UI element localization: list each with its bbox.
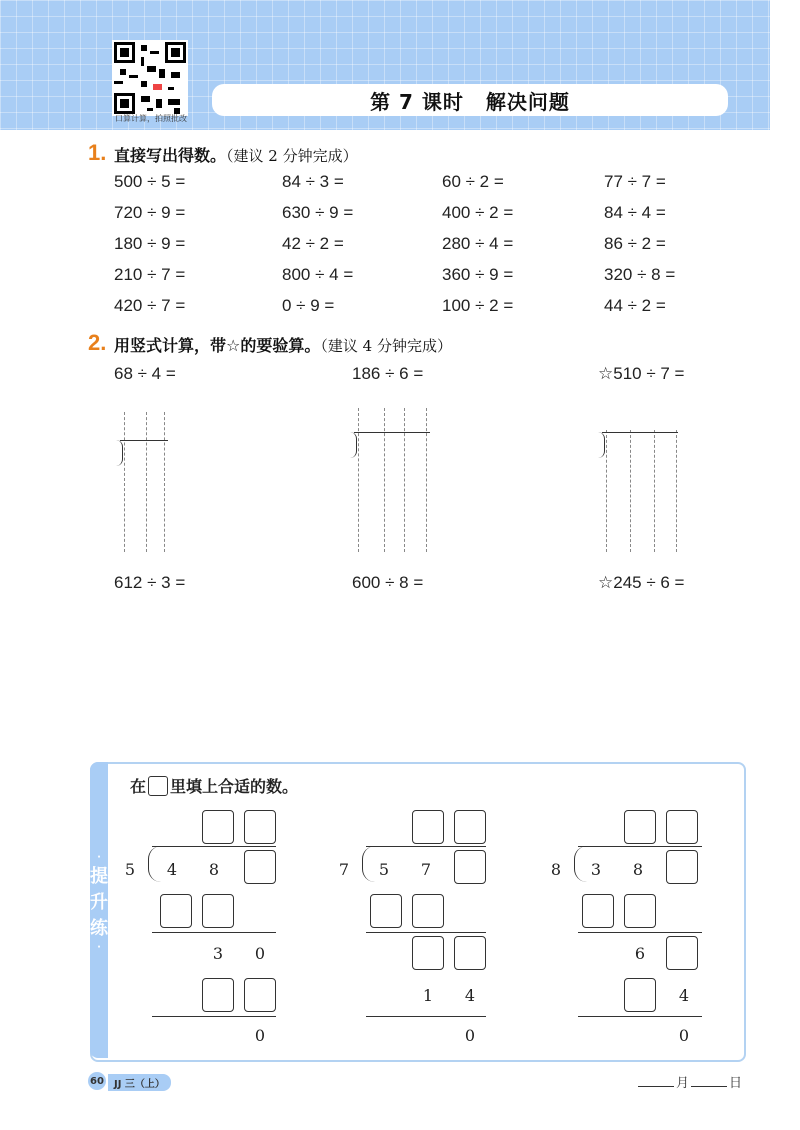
answer-box[interactable] [582,894,614,928]
answer-box[interactable] [412,894,444,928]
q2-instruction [114,333,452,356]
partial-digit: 4 [678,986,690,1005]
q1-problem: 84 ÷ 3 = [282,172,344,191]
q1-problem: 800 ÷ 4 = [282,265,354,284]
dividend-digit: 5 [378,860,390,879]
page-number: 60 [88,1072,106,1090]
q1-text: 直接写出得数。 [114,146,227,165]
q1-problem: 84 ÷ 4 = [604,203,666,222]
answer-box[interactable] [412,936,444,970]
partial-digit: 4 [464,986,476,1005]
answer-box[interactable] [244,810,276,844]
q2-number: 2. [88,330,107,355]
q1-problem: 77 ÷ 7 = [604,172,666,191]
answer-box[interactable] [202,894,234,928]
q1-problem: 86 ÷ 2 = [604,234,666,253]
final-remainder: 0 [254,1026,266,1045]
answer-box[interactable] [244,850,276,884]
answer-box[interactable] [244,978,276,1012]
lesson-title [212,84,728,116]
q2-problem-2: 186 ÷ 6 = [352,364,424,383]
q2-text: 用竖式计算，带☆的要验算。 [114,336,321,355]
side-label: · 提 升 练 · [90,852,108,953]
extra-prompt [130,774,298,797]
prompt-before: 在 [130,777,147,796]
partial-digit: 0 [254,944,266,963]
dividend-digit: 3 [590,860,602,879]
answer-box[interactable] [454,850,486,884]
q1-problem: 720 ÷ 9 = [114,203,186,222]
answer-box[interactable] [454,810,486,844]
qr-caption: 口算计算，拍照批改 [115,114,187,123]
q2-problem-6: ☆245 ÷ 6 = [598,573,685,592]
answer-box[interactable] [624,810,656,844]
q1-problem: 360 ÷ 9 = [442,265,514,284]
q1-problem: 280 ÷ 4 = [442,234,514,253]
q1-problem: 44 ÷ 2 = [604,296,666,315]
answer-box[interactable] [624,894,656,928]
q1-problem: 210 ÷ 7 = [114,265,186,284]
q2-problem-5: 600 ÷ 8 = [352,573,424,592]
date-field[interactable] [636,1072,742,1091]
q1-problem: 630 ÷ 9 = [282,203,354,222]
answer-box[interactable] [666,850,698,884]
lesson-number: 第 7 课时 [370,89,464,114]
blank-box-icon [148,776,168,796]
final-remainder: 0 [678,1026,690,1045]
dividend-digit: 4 [166,860,178,879]
answer-box[interactable] [666,936,698,970]
divisor: 8 [550,860,562,879]
month-label: 月 [675,1076,689,1091]
day-label: 日 [728,1076,742,1091]
q1-problem: 0 ÷ 9 = [282,296,335,315]
answer-box[interactable] [160,894,192,928]
q2-problem-3: ☆510 ÷ 7 = [598,364,685,383]
divisor: 7 [338,860,350,879]
book-tag: JJ 三（上） [108,1074,171,1091]
q1-problem: 100 ÷ 2 = [442,296,514,315]
answer-box[interactable] [412,810,444,844]
q1-problem: 420 ÷ 7 = [114,296,186,315]
q1-problem: 180 ÷ 9 = [114,234,186,253]
partial-digit: 1 [422,986,434,1005]
answer-box[interactable] [666,810,698,844]
partial-digit: 3 [212,944,224,963]
q1-instruction [114,143,358,166]
answer-box[interactable] [202,810,234,844]
prompt-after: 里填上合适的数。 [170,777,299,796]
divisor: 5 [124,860,136,879]
q1-problem: 500 ÷ 5 = [114,172,186,191]
q1-problem: 320 ÷ 8 = [604,265,676,284]
q2-problem-4: 612 ÷ 3 = [114,573,186,592]
q1-number: 1. [88,140,107,165]
lesson-topic: 解决问题 [485,89,570,114]
q2-problem-1: 68 ÷ 4 = [114,364,176,383]
q1-problem: 400 ÷ 2 = [442,203,514,222]
qr-code[interactable] [112,40,188,116]
q1-hint: （建议 2 分钟完成） [226,147,358,165]
q2-hint: （建议 4 分钟完成） [320,337,452,355]
partial-digit: 6 [634,944,646,963]
q1-problem: 60 ÷ 2 = [442,172,504,191]
answer-box[interactable] [454,936,486,970]
final-remainder: 0 [464,1026,476,1045]
q1-problem: 42 ÷ 2 = [282,234,344,253]
dividend-digit: 8 [208,860,220,879]
answer-box[interactable] [202,978,234,1012]
answer-box[interactable] [370,894,402,928]
answer-box[interactable] [624,978,656,1012]
dividend-digit: 7 [420,860,432,879]
dividend-digit: 8 [632,860,644,879]
